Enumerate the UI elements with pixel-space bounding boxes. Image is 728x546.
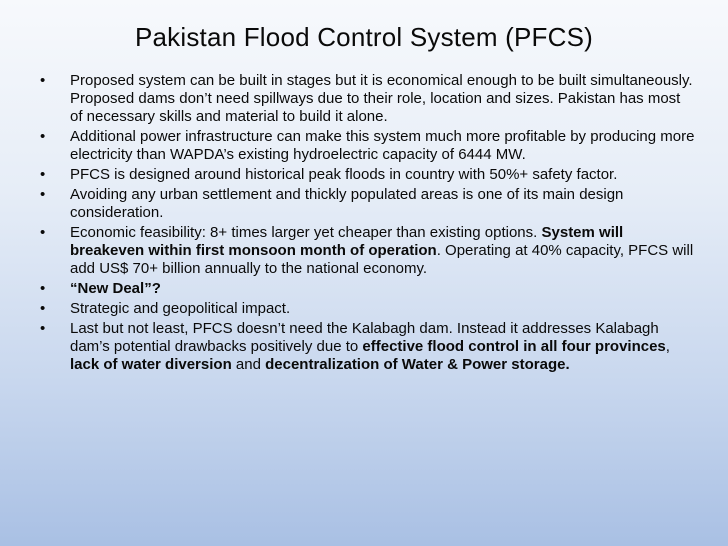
bullet-text: Strategic and geopolitical impact. — [70, 300, 291, 317]
bullet-text-bold: “New Deal”? — [70, 280, 161, 297]
bullet-dot-icon: • — [40, 186, 46, 203]
bullet-dot-icon: • — [40, 166, 46, 183]
bullet-item — [36, 72, 696, 126]
bullet-text: Economic feasibility: 8+ times larger yet cheaper than existing options. — [70, 224, 542, 241]
bullet-item — [36, 186, 696, 222]
bullet-item — [36, 166, 696, 184]
bullet-text: , — [665, 338, 670, 355]
bullet-dot-icon: • — [40, 128, 46, 145]
bullet-text: Proposed system can be built in stages but it is economical enough to be built simultaneously. Proposed dams don’t need spillways due to their role, location and sizes. Pakistan has most of necessary skills and material to build it alone. — [70, 72, 693, 125]
bullet-text-bold: effective flood control in all four provinces — [362, 338, 666, 355]
bullet-text: Avoiding any urban settlement and thickly populated areas is one of its main design consideration. — [70, 186, 624, 221]
bullet-item — [36, 128, 696, 164]
bullet-text: . Operating at 40% capacity, PFCS will add US$ 70+ billion annually to the national economy. — [70, 242, 694, 277]
bullet-item — [36, 224, 696, 278]
bullet-text-bold: lack of water diversion — [70, 356, 232, 373]
bullet-text-bold: System will breakeven within first monsoon month of operation — [70, 224, 624, 259]
bullet-dot-icon: • — [40, 280, 46, 297]
bullet-item — [36, 300, 696, 318]
bullet-dot-icon: • — [40, 224, 46, 241]
bullet-dot-icon: • — [40, 320, 46, 337]
bullet-text-bold: decentralization of Water & Power storage. — [265, 356, 570, 373]
slide-title: Pakistan Flood Control System (PFCS) — [134, 22, 593, 52]
bullet-text: Additional power infrastructure can make this system much more profitable by producing more electricity than WAPDA’s existing hydroelectric capacity of 6444 MW. — [70, 128, 695, 163]
bullet-item — [36, 280, 696, 298]
bullet-text: and — [231, 356, 266, 373]
bullet-text: Last but not least, PFCS doesn’t need the Kalabagh dam. Instead it addresses Kalabagh dam’s potential drawbacks positively due to — [70, 320, 659, 355]
bullet-dot-icon: • — [40, 72, 46, 89]
bullet-dot-icon: • — [40, 300, 46, 317]
bullet-text: PFCS is designed around historical peak floods in country with 50%+ safety factor. — [70, 166, 618, 183]
bullet-list — [36, 72, 696, 376]
bullet-item — [36, 320, 696, 374]
